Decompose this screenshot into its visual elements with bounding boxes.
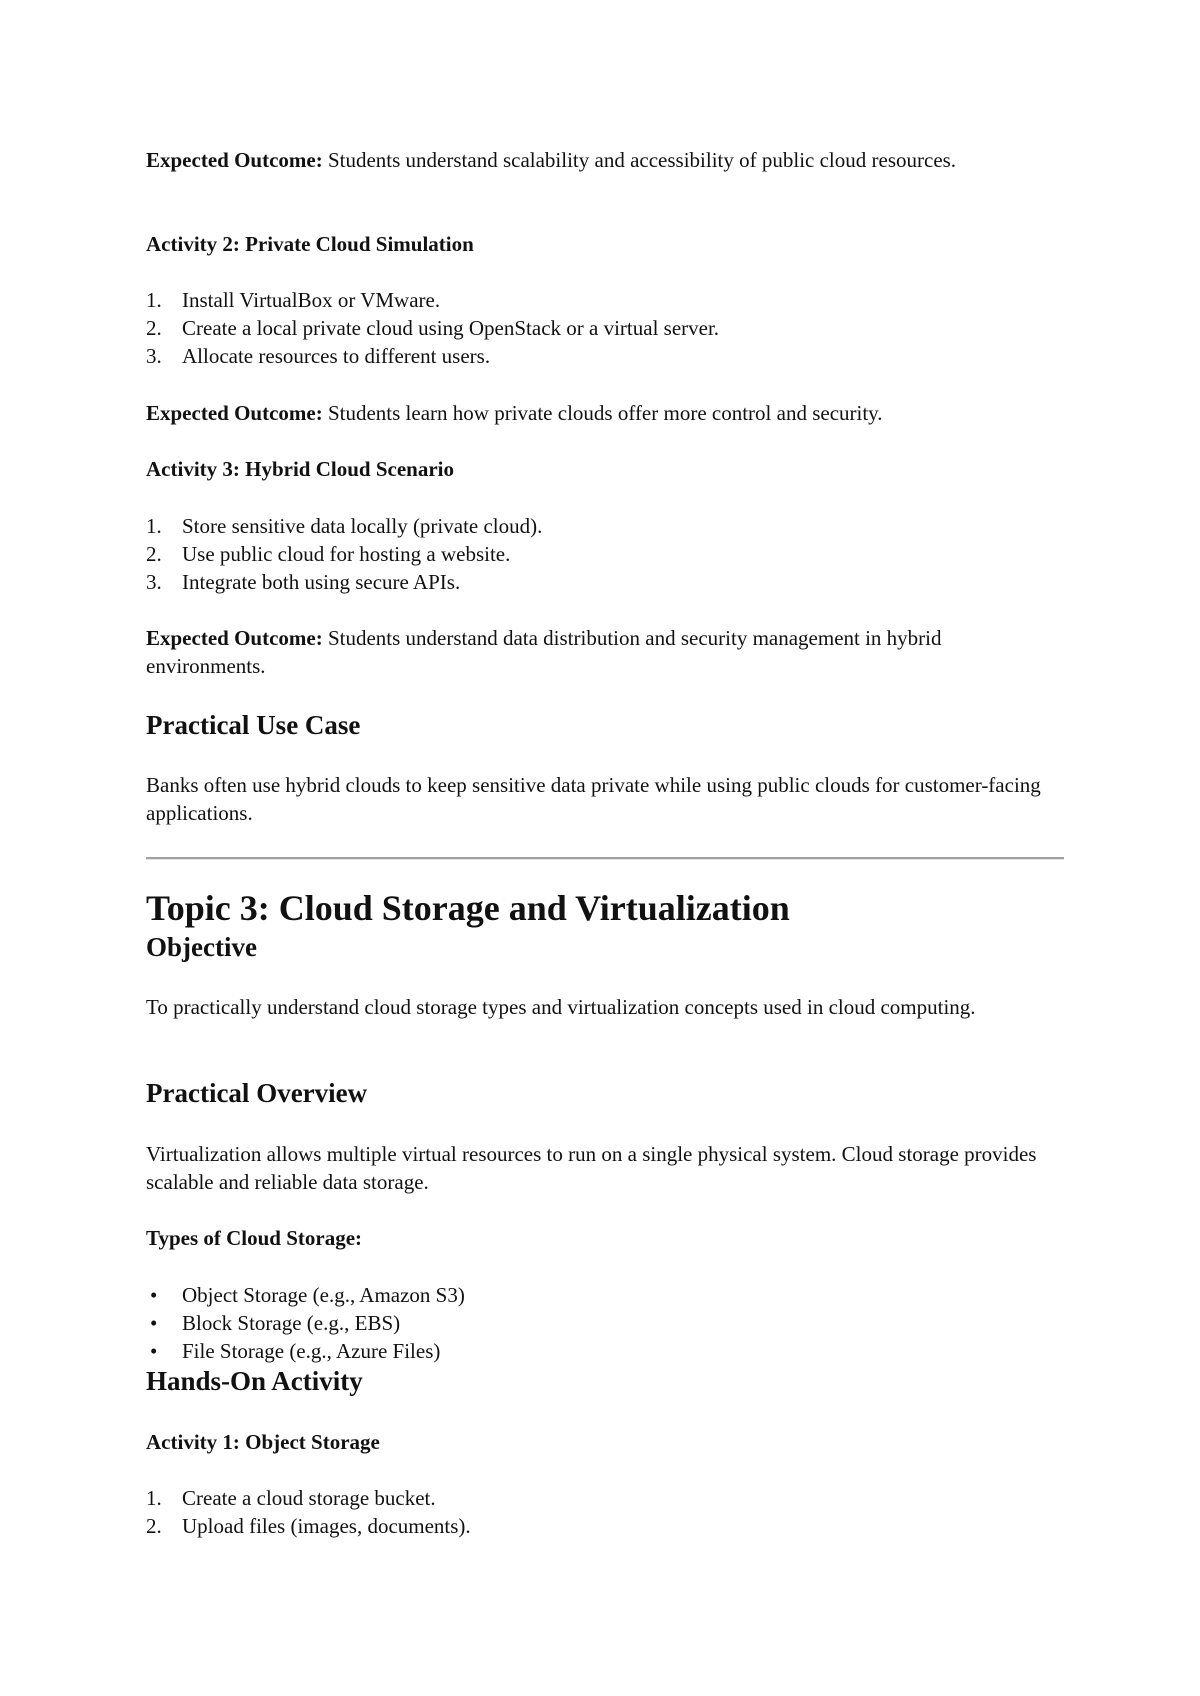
outcome-label: Expected Outcome: bbox=[146, 626, 323, 650]
bullet-icon: • bbox=[150, 1283, 158, 1307]
outcome-label: Expected Outcome: bbox=[146, 148, 323, 172]
outcome-text: Students learn how private clouds offer more control and security. bbox=[322, 401, 883, 425]
storage-types-heading: Types of Cloud Storage: bbox=[146, 1226, 363, 1250]
overview-text: Virtualization allows multiple virtual resources to run on a single physical system. Cloud storage provides scalable and reliable data storage. bbox=[146, 1142, 1037, 1194]
list-item: 1. Store sensitive data locally (private cloud). bbox=[146, 514, 543, 538]
list-item: 1. Install VirtualBox or VMware. bbox=[146, 288, 441, 312]
horizontal-divider bbox=[146, 857, 1064, 860]
expected-outcome-private bbox=[146, 399, 1066, 427]
list-item: 3. Allocate resources to different users. bbox=[146, 344, 491, 368]
list-item: 2. Create a local private cloud using OpenStack or a virtual server. bbox=[146, 316, 720, 340]
activity-1-title: Activity 1: Object Storage bbox=[146, 1430, 380, 1454]
outcome-label: Expected Outcome: bbox=[146, 401, 323, 425]
bullet-icon: • bbox=[150, 1339, 158, 1363]
list-item: 2. Use public cloud for hosting a website. bbox=[146, 542, 511, 566]
expected-outcome-hybrid bbox=[146, 624, 1066, 680]
outcome-text: Students understand scalability and accessibility of public cloud resources. bbox=[322, 148, 957, 172]
list-item: 2. Upload files (images, documents). bbox=[146, 1514, 471, 1538]
expected-outcome-public bbox=[146, 146, 1066, 174]
bullet-icon: • bbox=[150, 1311, 158, 1335]
storage-types-list bbox=[146, 1281, 1066, 1365]
list-item: • File Storage (e.g., Azure Files) bbox=[150, 1339, 441, 1363]
activity-3-title: Activity 3: Hybrid Cloud Scenario bbox=[146, 457, 454, 481]
use-case-heading: Practical Use Case bbox=[146, 710, 361, 740]
topic-3-title: Topic 3: Cloud Storage and Virtualization bbox=[146, 888, 790, 928]
objective-text: To practically understand cloud storage types and virtualization concepts used in cloud computing. bbox=[146, 995, 976, 1019]
list-item: • Block Storage (e.g., EBS) bbox=[150, 1311, 401, 1335]
activity-1-steps bbox=[146, 1484, 1066, 1540]
overview-heading: Practical Overview bbox=[146, 1078, 368, 1108]
use-case-text: Banks often use hybrid clouds to keep sensitive data private while using public clouds for customer-facing applications. bbox=[146, 773, 1041, 825]
activity-2-steps bbox=[146, 286, 1066, 370]
list-item: 3. Integrate both using secure APIs. bbox=[146, 570, 461, 594]
list-item: 1. Create a cloud storage bucket. bbox=[146, 1486, 436, 1510]
objective-heading: Objective bbox=[146, 932, 257, 962]
outcome-text: Students understand data distribution and security management in hybrid environments. bbox=[146, 626, 942, 678]
hands-on-heading: Hands-On Activity bbox=[146, 1366, 363, 1396]
list-item: • Object Storage (e.g., Amazon S3) bbox=[150, 1283, 465, 1307]
activity-3-steps bbox=[146, 512, 1066, 596]
activity-2-title: Activity 2: Private Cloud Simulation bbox=[146, 232, 474, 256]
